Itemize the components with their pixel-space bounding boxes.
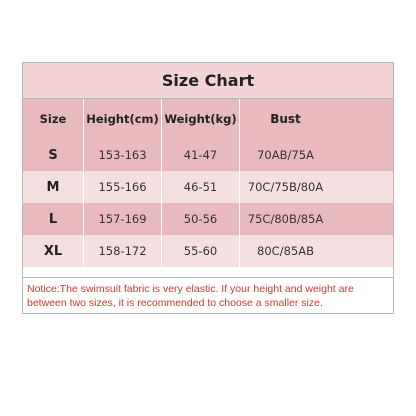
- size-value: S: [23, 139, 84, 171]
- table-header-row: [23, 99, 393, 139]
- weight-value: 41-47: [162, 139, 240, 171]
- weight-value: 55-60: [162, 235, 240, 267]
- table-row: [23, 139, 393, 171]
- bust-value: 70AB/75A: [257, 148, 314, 162]
- table-row: [23, 171, 393, 203]
- size-value: M: [23, 171, 84, 203]
- weight-value: 46-51: [162, 171, 240, 203]
- height-value: 155-166: [84, 171, 162, 203]
- height-value: 158-172: [84, 235, 162, 267]
- notice-text: Notice:The swimsuit fabric is very elastic. If your height and weight are between two sizes, it is recommended to choose a smaller size.: [23, 277, 393, 315]
- header-height: Height(cm): [84, 99, 162, 139]
- height-value: 157-169: [84, 203, 162, 235]
- bust-value: 70C/75B/80A: [247, 180, 324, 194]
- bust-value: 80C/85AB: [257, 244, 314, 258]
- weight-value: 50-56: [162, 203, 240, 235]
- size-chart-grid: [23, 99, 393, 259]
- height-value: 153-163: [84, 139, 162, 171]
- size-value: L: [23, 203, 84, 235]
- size-chart-title: Size Chart: [23, 63, 393, 99]
- header-weight: Weight(kg): [162, 99, 240, 139]
- table-row: [23, 235, 393, 267]
- size-value: XL: [23, 235, 84, 267]
- size-chart-table: [22, 62, 394, 314]
- bust-value: 75C/80B/85A: [247, 212, 324, 226]
- header-bust: Bust: [270, 112, 301, 126]
- table-row: [23, 203, 393, 235]
- header-size: Size: [23, 99, 84, 139]
